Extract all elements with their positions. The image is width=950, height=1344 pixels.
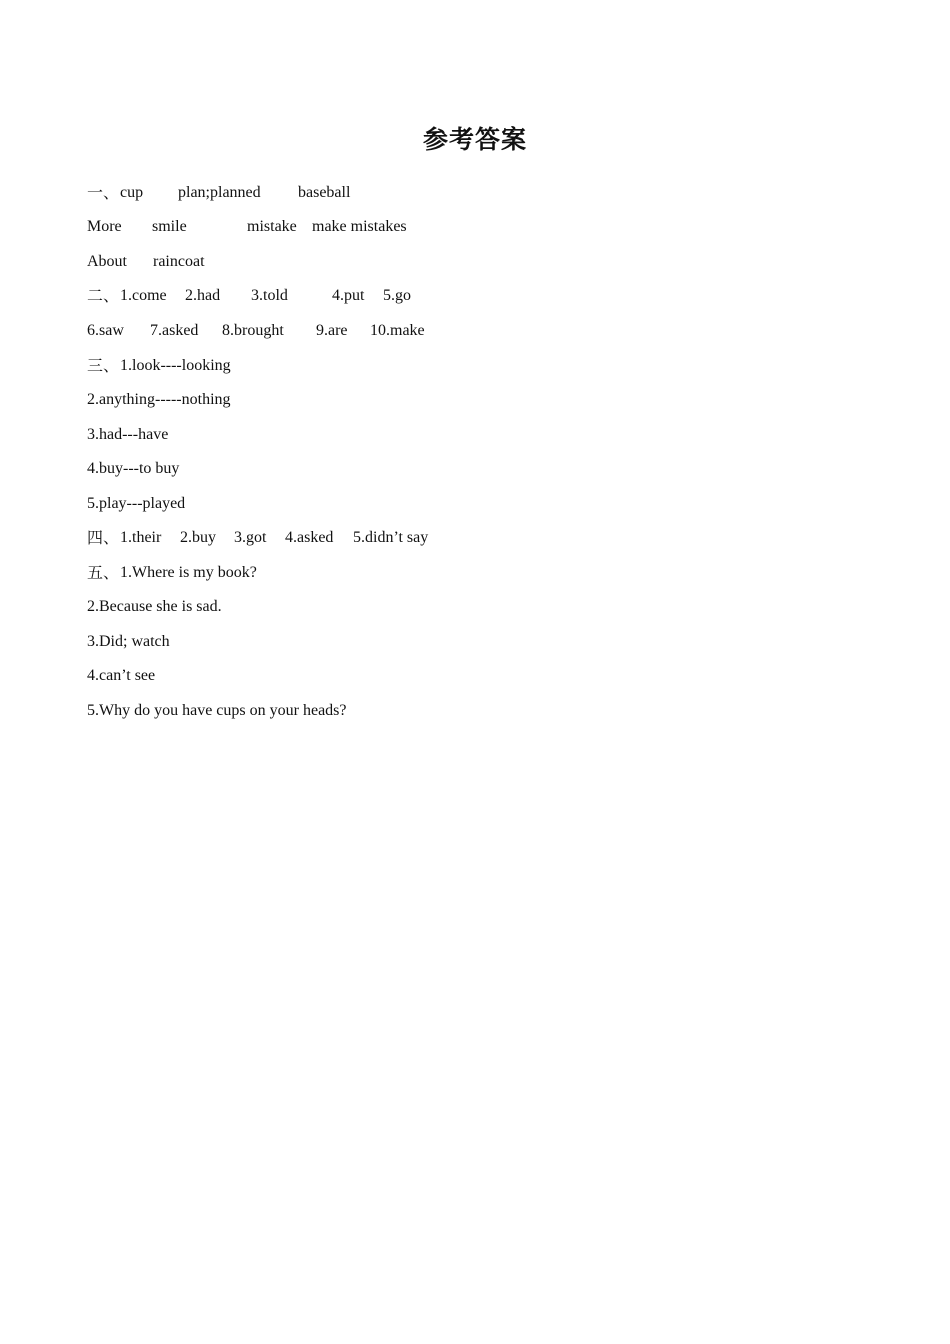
answer-item: 8.brought <box>222 322 284 339</box>
answer-item: 2.buy <box>180 529 216 546</box>
answer-item: 1.Where is my book? <box>120 564 257 581</box>
answer-item: 3.had---have <box>87 426 169 443</box>
section-2-row-2 <box>87 319 887 343</box>
section-3-row-1 <box>87 354 887 378</box>
section-2-marker: 二、 <box>87 286 120 305</box>
answer-item: 10.make <box>370 322 425 339</box>
section-3-marker: 三、 <box>87 356 120 375</box>
answer-item: make mistakes <box>312 218 407 235</box>
answer-item: About <box>87 253 127 270</box>
answer-item: cup <box>120 184 144 201</box>
section-5-row-4 <box>87 664 887 688</box>
answer-item: 4.can’t see <box>87 667 156 684</box>
answer-item: mistake <box>247 218 297 235</box>
section-1-marker: 一、 <box>87 183 120 202</box>
answer-item: 4.put <box>332 287 365 304</box>
section-5-row-2 <box>87 595 887 619</box>
answer-item: baseball <box>298 184 351 201</box>
answer-item: 5.go <box>383 287 411 304</box>
answer-item: 5.didn’t say <box>353 529 429 546</box>
section-2-row-1 <box>87 284 887 308</box>
section-3-row-5 <box>87 492 887 516</box>
answer-item: 3.Did; watch <box>87 633 170 650</box>
section-3-row-3 <box>87 423 887 447</box>
answer-item: 3.told <box>251 287 288 304</box>
answer-item: More <box>87 218 122 235</box>
answer-item: 1.look----looking <box>120 357 231 374</box>
answer-item: 9.are <box>316 322 348 339</box>
answer-item: 4.asked <box>285 529 334 546</box>
section-5-row-5 <box>87 699 887 723</box>
section-3-row-2 <box>87 388 887 412</box>
answer-item: 5.Why do you have cups on your heads? <box>87 702 347 719</box>
answer-item: 2.had <box>185 287 221 304</box>
section-3-row-4 <box>87 457 887 481</box>
section-1-row-2 <box>87 215 887 239</box>
section-5-row-3 <box>87 630 887 654</box>
answer-item: 2.anything-----nothing <box>87 391 231 408</box>
answer-item: 7.asked <box>150 322 199 339</box>
answer-item: smile <box>152 218 187 235</box>
answer-item: 4.buy---to buy <box>87 460 180 477</box>
section-5-marker: 五、 <box>87 563 120 582</box>
page-title: 参考答案 <box>422 125 527 154</box>
answer-item: plan;planned <box>178 184 261 201</box>
section-1-row-3 <box>87 250 887 274</box>
section-5-row-1 <box>87 561 887 585</box>
answer-item: 2.Because she is sad. <box>87 598 222 615</box>
answer-item: raincoat <box>153 253 205 270</box>
section-1-row-1 <box>87 181 887 205</box>
answer-item: 6.saw <box>87 322 124 339</box>
answer-item: 1.their <box>120 529 162 546</box>
section-4-row-1 <box>87 526 887 550</box>
section-4-marker: 四、 <box>87 528 120 547</box>
answer-item: 1.come <box>120 287 167 304</box>
answer-item: 5.play---played <box>87 495 186 512</box>
answer-item: 3.got <box>234 529 267 546</box>
